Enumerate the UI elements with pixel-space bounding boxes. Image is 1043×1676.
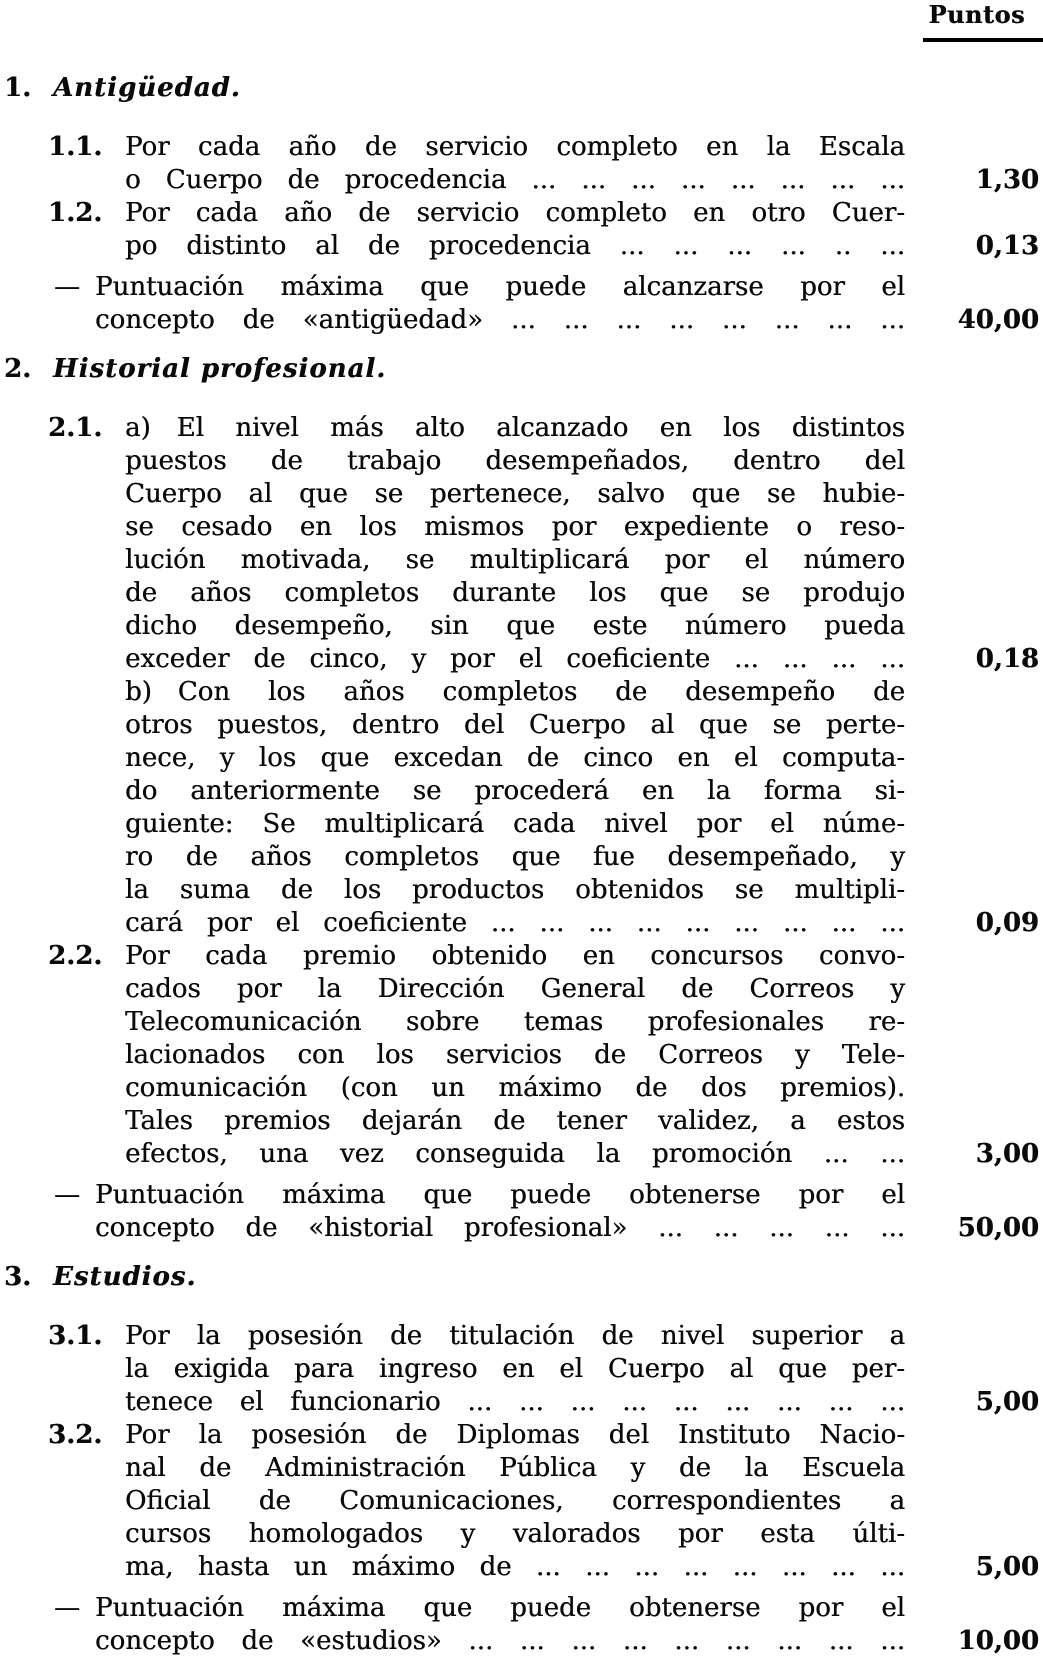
item-text-line: lución motivada, se multiplicará por el número xyxy=(125,545,905,575)
scoring-item xyxy=(0,1592,1043,1658)
item-text-line: tenece el funcionario ... ... ... ... ... ... ... ... ... xyxy=(125,1387,905,1417)
item-number: 3.2. xyxy=(48,1420,103,1450)
item-text-line: do anteriormente se procederá en la forma si- xyxy=(125,776,905,806)
item-number: 2.1. xyxy=(48,413,103,443)
item-text-line: Puntuación máxima que puede obtenerse por el xyxy=(95,1593,905,1623)
item-text xyxy=(95,1179,905,1245)
item-text-line: concepto de «estudios» ... ... ... ... ... ... ... ... ... xyxy=(95,1626,905,1656)
item-text-line: cursos homologados y valorados por esta últi- xyxy=(125,1519,905,1549)
item-text-line: concepto de «historial profesional» ... ... ... ... ... xyxy=(95,1213,905,1243)
scoring-item xyxy=(0,676,1043,940)
item-text-line: Puntuación máxima que puede alcanzarse por el xyxy=(95,272,905,302)
item-text-line: Por la posesión de titulación de nivel superior a xyxy=(125,1321,905,1351)
item-text-line: comunicación (con un máximo de dos premios). xyxy=(125,1073,905,1103)
section-number: 3. xyxy=(4,1262,32,1292)
item-text xyxy=(95,271,905,337)
scoring-item xyxy=(0,940,1043,1171)
item-text-line: Oficial de Comunicaciones, correspondientes a xyxy=(125,1486,905,1516)
item-text-line: a) El nivel más alto alcanzado en los distintos xyxy=(125,413,905,443)
points-header-rule xyxy=(923,38,1043,42)
item-text-line: Cuerpo al que se pertenece, salvo que se hubie- xyxy=(125,479,905,509)
item-text-line: nece, y los que excedan de cinco en el computa- xyxy=(125,743,905,773)
item-text-line: b) Con los años completos de desempeño de xyxy=(125,677,905,707)
item-text-line: Puntuación máxima que puede obtenerse por el xyxy=(95,1180,905,1210)
section-number: 1. xyxy=(4,73,32,103)
section-title: Estudios. xyxy=(53,1262,197,1292)
section-1 xyxy=(0,72,1043,337)
section-heading xyxy=(0,72,1043,105)
item-text-line: po distinto al de procedencia ... ... ... ... .. ... xyxy=(125,231,905,261)
points-value: 0,09 xyxy=(975,908,1039,938)
item-text-line: concepto de «antigüedad» ... ... ... ... ... ... ... ... xyxy=(95,305,905,335)
section-3 xyxy=(0,1261,1043,1658)
item-text xyxy=(125,676,905,940)
item-text xyxy=(125,412,905,676)
dash-marker: — xyxy=(54,1593,80,1623)
points-value: 0,18 xyxy=(975,644,1039,674)
points-value: 3,00 xyxy=(975,1139,1039,1169)
scoring-item xyxy=(0,1320,1043,1419)
item-text-line: cará por el coeficiente ... ... ... ... ... ... ... ... ... xyxy=(125,908,905,938)
item-text-line: exceder de cinco, y por el coeficiente ... ... ... ... xyxy=(125,644,905,674)
item-text-line: dicho desempeño, sin que este número pueda xyxy=(125,611,905,641)
item-text xyxy=(125,940,905,1171)
item-text xyxy=(125,131,905,197)
item-text-line: Tales premios dejarán de tener validez, a estos xyxy=(125,1106,905,1136)
item-text xyxy=(125,1320,905,1419)
scoring-item xyxy=(0,271,1043,337)
item-text-line: cados por la Dirección General de Correos y xyxy=(125,974,905,1004)
item-text-line: puestos de trabajo desempeñados, dentro del xyxy=(125,446,905,476)
scoring-item xyxy=(0,197,1043,263)
section-number: 2. xyxy=(4,354,32,384)
points-value: 40,00 xyxy=(957,305,1039,335)
item-text xyxy=(125,197,905,263)
item-text-line: de años completos durante los que se produjo xyxy=(125,578,905,608)
item-text-line: se cesado en los mismos por expediente o reso- xyxy=(125,512,905,542)
item-text-line: o Cuerpo de procedencia ... ... ... ... ... ... ... ... xyxy=(125,165,905,195)
item-text-line: Por la posesión de Diplomas del Instituto Nacio- xyxy=(125,1420,905,1450)
item-text-line: lacionados con los servicios de Correos y Tele- xyxy=(125,1040,905,1070)
scoring-item xyxy=(0,1179,1043,1245)
section-heading xyxy=(0,1261,1043,1294)
item-text-line: la exigida para ingreso en el Cuerpo al que per- xyxy=(125,1354,905,1384)
item-text-line: Por cada año de servicio completo en otro Cuer- xyxy=(125,198,905,228)
points-value: 50,00 xyxy=(957,1213,1039,1243)
points-value: 5,00 xyxy=(975,1387,1039,1417)
section-2 xyxy=(0,353,1043,1245)
dash-marker: — xyxy=(54,1180,80,1210)
item-number: 2.2. xyxy=(48,941,103,971)
points-value: 10,00 xyxy=(957,1626,1039,1656)
item-text-line: ro de años completos que fue desempeñado, y xyxy=(125,842,905,872)
item-text-line: Por cada premio obtenido en concursos convo- xyxy=(125,941,905,971)
section-heading xyxy=(0,353,1043,386)
item-number: 3.1. xyxy=(48,1321,103,1351)
item-text-line: guiente: Se multiplicará cada nivel por el núme- xyxy=(125,809,905,839)
item-text xyxy=(125,1419,905,1584)
section-title: Antigüedad. xyxy=(53,73,241,103)
scoring-item xyxy=(0,131,1043,197)
item-text-line: la suma de los productos obtenidos se multipli- xyxy=(125,875,905,905)
item-number xyxy=(0,676,125,940)
item-text-line: Telecomunicación sobre temas profesionales re- xyxy=(125,1007,905,1037)
points-column-header: Puntos xyxy=(928,0,1025,29)
points-value: 1,30 xyxy=(975,165,1039,195)
section-title: Historial profesional. xyxy=(53,354,387,384)
scoring-item xyxy=(0,412,1043,676)
item-text-line: nal de Administración Pública y de la Escuela xyxy=(125,1453,905,1483)
item-text-line: Por cada año de servicio completo en la Escala xyxy=(125,132,905,162)
points-value: 5,00 xyxy=(975,1552,1039,1582)
dash-marker: — xyxy=(54,272,80,302)
item-number: 1.2. xyxy=(48,198,103,228)
item-text-line: efectos, una vez conseguida la promoción ... ... xyxy=(125,1139,905,1169)
item-text-line: ma, hasta un máximo de ... ... ... ... ... ... ... ... xyxy=(125,1552,905,1582)
item-number: 1.1. xyxy=(48,132,103,162)
points-value: 0,13 xyxy=(975,231,1039,261)
item-text xyxy=(95,1592,905,1658)
scoring-item xyxy=(0,1419,1043,1584)
item-text-line: otros puestos, dentro del Cuerpo al que se perte- xyxy=(125,710,905,740)
